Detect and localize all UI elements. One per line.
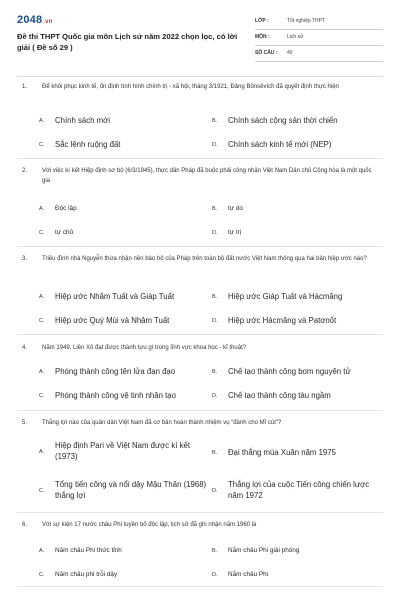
option-letter: B.: [212, 118, 218, 124]
option-letter: A.: [39, 449, 45, 455]
option-a[interactable]: [39, 115, 211, 126]
option-letter: D.: [212, 572, 218, 578]
option-b[interactable]: [212, 115, 384, 126]
option-text: Độc lập: [55, 205, 77, 212]
option-c[interactable]: [39, 569, 211, 580]
exam-meta: [255, 14, 383, 62]
question-stem: [17, 418, 383, 428]
option-text: Hiệp ước Quý Mùi và Nhâm Tuất: [55, 316, 170, 325]
question-number: 5.: [22, 420, 28, 426]
option-letter: C.: [39, 572, 45, 578]
question-stem: [17, 520, 383, 530]
option-d[interactable]: [212, 479, 372, 501]
question-number: 3.: [22, 256, 28, 262]
question-stem: [17, 82, 383, 92]
option-letter: C.: [39, 318, 45, 324]
option-c[interactable]: [39, 390, 211, 401]
option-a[interactable]: [39, 440, 199, 462]
option-letter: A.: [39, 118, 45, 124]
question-text: Với sự kiện 17 nước châu Phi tuyên bố độc lập, lịch sử đã ghi nhận năm 1960 là: [42, 522, 257, 528]
question-4: [17, 343, 383, 400]
question-text: Năm 1949, Liên Xô đạt được thành tựu gì trong lĩnh vực khoa học - kĩ thuật?: [42, 345, 247, 351]
option-letter: D.: [212, 230, 218, 236]
option-b[interactable]: [212, 366, 384, 377]
option-text: Năm châu Phi giải phóng: [228, 547, 300, 554]
question-stem: [17, 254, 383, 264]
option-c[interactable]: [39, 227, 211, 238]
option-letter: C.: [39, 488, 45, 494]
option-text: tự trị: [228, 229, 242, 236]
option-text: Phóng thành công tên lửa đạn đạo: [55, 367, 176, 376]
question-text: Thắng lợi nào của quân dân Việt Nam đã cơ bản hoàn thành nhiệm vụ “đánh cho Mĩ cút”?: [42, 420, 282, 426]
question-6: [17, 520, 383, 578]
question-1: [17, 82, 383, 149]
meta-class-value: Tốt nghiệp THPT: [287, 18, 325, 24]
option-letter: D.: [212, 488, 218, 494]
question-text: Với việc kí kết Hiệp định sơ bộ (6/3/1945), thực dân Pháp đã buộc phải công nhận Việt Nam Dân chủ Cộng hòa là một quốc gia: [42, 168, 372, 184]
question-divider: [17, 512, 383, 513]
question-divider: [17, 334, 383, 335]
question-divider: [17, 246, 383, 247]
option-text: tự chủ: [55, 229, 74, 236]
question-divider: [17, 158, 383, 159]
option-text: Phóng thành công vệ tinh nhân tạo: [55, 391, 176, 400]
option-d[interactable]: [212, 227, 384, 238]
option-a[interactable]: [39, 366, 211, 377]
option-letter: A.: [39, 294, 45, 300]
logo-main: 2048: [17, 14, 43, 26]
question-text: Để khôi phục kinh tế, ổn định tình hình chính trị - xã hội, tháng 3/1921, Đảng Bônsêvích đã quyết định thực hiện: [42, 84, 339, 90]
option-text: Tổng tiến công và nổi dậy Mậu Thân (1968) thắng lợi: [55, 480, 207, 500]
option-text: Chính sách cộng sản thời chiến: [228, 116, 338, 125]
meta-class-row: [255, 14, 383, 30]
option-d[interactable]: [212, 315, 384, 326]
option-b[interactable]: [212, 203, 384, 214]
option-letter: B.: [212, 369, 218, 375]
question-divider: [17, 586, 383, 587]
meta-class-label: LỚP :: [255, 18, 269, 24]
option-text: Chính sách mới: [55, 116, 110, 125]
option-text: Chế tạo thành công tàu ngầm: [228, 391, 331, 400]
option-letter: A.: [39, 369, 45, 375]
meta-count-value: 40: [287, 50, 293, 56]
question-number: 2.: [22, 168, 28, 174]
option-b[interactable]: [212, 447, 384, 458]
option-text: Hiệp ước Giáp Tuất và Hácmăng: [228, 292, 343, 301]
question-stem: [17, 343, 383, 353]
option-text: Sắc lệnh ruộng đất: [55, 140, 121, 149]
question-3: [17, 254, 383, 325]
meta-count-row: [255, 46, 383, 62]
option-text: Đại thắng mùa Xuân năm 1975: [228, 448, 336, 457]
option-text: Hiệp định Pari về Việt Nam được kí kết (1973): [55, 441, 190, 461]
option-letter: B.: [212, 206, 218, 212]
option-d[interactable]: [212, 390, 384, 401]
option-text: Năm châu Phi thức tỉnh: [55, 547, 122, 554]
meta-subject-value: Lịch sử: [287, 34, 304, 40]
option-c[interactable]: [39, 315, 211, 326]
meta-subject-label: MÔN :: [255, 34, 270, 40]
option-text: Chế tạo thành công bom nguyên tử: [228, 367, 351, 376]
header-divider: [17, 76, 383, 77]
site-logo[interactable]: [17, 14, 53, 26]
option-letter: D.: [212, 142, 218, 148]
option-a[interactable]: [39, 203, 211, 214]
option-c[interactable]: [39, 479, 213, 501]
option-text: tự do: [228, 205, 243, 212]
question-number: 1.: [22, 84, 28, 90]
option-c[interactable]: [39, 139, 211, 150]
option-letter: B.: [212, 548, 218, 554]
option-letter: C.: [39, 393, 45, 399]
option-letter: B.: [212, 294, 218, 300]
option-b[interactable]: [212, 545, 384, 556]
option-text: Năm châu Phi: [228, 571, 269, 578]
option-letter: A.: [39, 206, 45, 212]
logo-suffix: .vn: [43, 19, 53, 25]
question-5: [17, 418, 383, 500]
meta-count-label: SỐ CÂU :: [255, 50, 278, 56]
option-letter: D.: [212, 318, 218, 324]
exam-header: [17, 12, 383, 70]
exam-title: Đề thi THPT Quốc gia môn Lịch sử năm 2022 chọn lọc, có lời giải ( Đề số 29 ): [17, 32, 238, 52]
option-text: Hiệp ước Hácmăng và Patơnốt: [228, 316, 337, 325]
option-text: Hiệp ước Nhâm Tuất và Giáp Tuất: [55, 292, 175, 301]
option-letter: D.: [212, 393, 218, 399]
question-2: [17, 166, 383, 236]
option-text: Chính sách kinh tế mới (NEP): [228, 140, 332, 149]
option-a[interactable]: [39, 291, 211, 302]
question-text: Triều đình nhà Nguyễn thừa nhận nền bảo hộ của Pháp trên toàn bộ đất nước Việt Nam thông qua hai bản hiệp ước nào?: [42, 256, 367, 262]
option-b[interactable]: [212, 291, 384, 302]
option-letter: C.: [39, 230, 45, 236]
option-text: Thắng lợi của cuộc Tiến công chiến lược năm 1972: [228, 480, 370, 500]
option-d[interactable]: [212, 569, 384, 580]
option-a[interactable]: [39, 545, 211, 556]
option-letter: A.: [39, 548, 45, 554]
option-letter: B.: [212, 450, 218, 456]
question-divider: [17, 410, 383, 411]
option-d[interactable]: [212, 139, 384, 150]
question-stem: [17, 166, 383, 186]
option-text: Năm châu phi trỗi dậy: [55, 571, 118, 578]
meta-subject-row: [255, 30, 383, 46]
question-number: 4.: [22, 345, 28, 351]
question-number: 6.: [22, 522, 28, 528]
option-letter: C.: [39, 142, 45, 148]
